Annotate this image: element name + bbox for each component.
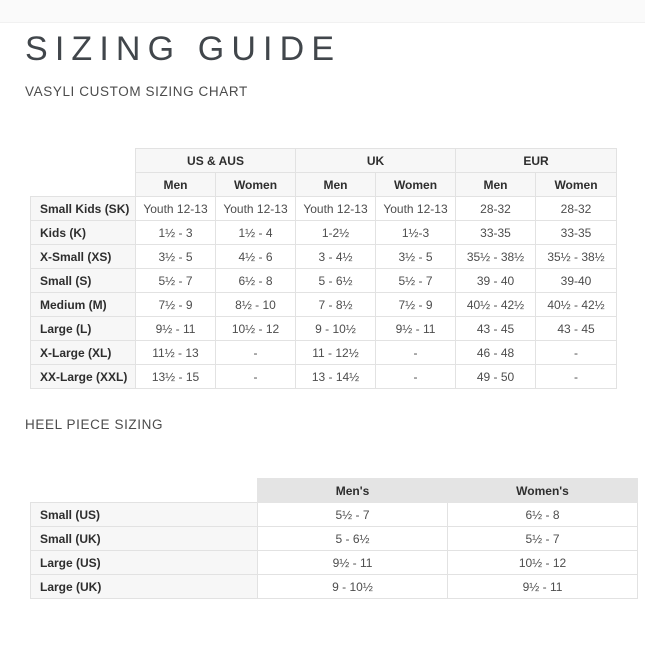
size-value-cell: 11 - 12½ bbox=[296, 341, 376, 365]
size-value-cell: 39-40 bbox=[536, 269, 617, 293]
heel-piece-sizing-heading: HEEL PIECE SIZING bbox=[25, 417, 164, 432]
table-row bbox=[31, 341, 617, 365]
size-value-cell: 3½ - 5 bbox=[376, 245, 456, 269]
blank-cell bbox=[31, 149, 136, 173]
column-header-cell: Women bbox=[216, 173, 296, 197]
table-row bbox=[31, 575, 638, 599]
row-label-cell: Kids (K) bbox=[31, 221, 136, 245]
size-value-cell: 3½ - 5 bbox=[136, 245, 216, 269]
vasyli-sizing-table bbox=[30, 148, 617, 389]
size-value-cell: 33-35 bbox=[456, 221, 536, 245]
heel-size-value-cell: 10½ - 12 bbox=[448, 551, 638, 575]
size-value-cell: 9½ - 11 bbox=[136, 317, 216, 341]
custom-sizing-chart-heading: VASYLI CUSTOM SIZING CHART bbox=[25, 84, 248, 99]
size-value-cell: 28-32 bbox=[536, 197, 617, 221]
size-value-cell: 9 - 10½ bbox=[296, 317, 376, 341]
row-label-cell: Small Kids (SK) bbox=[31, 197, 136, 221]
table-row bbox=[31, 527, 638, 551]
size-value-cell: 40½ - 42½ bbox=[456, 293, 536, 317]
size-value-cell: 49 - 50 bbox=[456, 365, 536, 389]
row-label-cell: XX-Large (XXL) bbox=[31, 365, 136, 389]
size-value-cell: 35½ - 38½ bbox=[456, 245, 536, 269]
size-value-cell: Youth 12-13 bbox=[216, 197, 296, 221]
size-value-cell: 11½ - 13 bbox=[136, 341, 216, 365]
column-header-cell: Men bbox=[136, 173, 216, 197]
heel-row-label-cell: Small (US) bbox=[31, 503, 258, 527]
row-label-cell: Large (L) bbox=[31, 317, 136, 341]
row-label-cell: X-Small (XS) bbox=[31, 245, 136, 269]
size-value-cell: - bbox=[376, 341, 456, 365]
top-spacer-bar bbox=[0, 0, 645, 23]
size-value-cell: 1½ - 4 bbox=[216, 221, 296, 245]
heel-size-value-cell: 9½ - 11 bbox=[258, 551, 448, 575]
group-header-uk: UK bbox=[296, 149, 456, 173]
group-header-eur: EUR bbox=[456, 149, 617, 173]
size-value-cell: - bbox=[536, 341, 617, 365]
size-value-cell: Youth 12-13 bbox=[376, 197, 456, 221]
table-row bbox=[31, 479, 638, 503]
heel-row-label-cell: Large (US) bbox=[31, 551, 258, 575]
column-header-cell: Men bbox=[296, 173, 376, 197]
size-value-cell: 5 - 6½ bbox=[296, 269, 376, 293]
size-value-cell: 13 - 14½ bbox=[296, 365, 376, 389]
size-value-cell: 5½ - 7 bbox=[376, 269, 456, 293]
heel-size-value-cell: 5½ - 7 bbox=[258, 503, 448, 527]
heel-column-header-womens: Women's bbox=[448, 479, 638, 503]
table-row bbox=[31, 293, 617, 317]
size-value-cell: Youth 12-13 bbox=[296, 197, 376, 221]
heel-size-value-cell: 6½ - 8 bbox=[448, 503, 638, 527]
size-value-cell: - bbox=[216, 365, 296, 389]
size-value-cell: 43 - 45 bbox=[536, 317, 617, 341]
table-row bbox=[31, 173, 617, 197]
heel-size-value-cell: 9 - 10½ bbox=[258, 575, 448, 599]
column-header-cell: Women bbox=[376, 173, 456, 197]
size-value-cell: 43 - 45 bbox=[456, 317, 536, 341]
size-value-cell: - bbox=[216, 341, 296, 365]
size-value-cell: 39 - 40 bbox=[456, 269, 536, 293]
column-header-cell: Women bbox=[536, 173, 617, 197]
size-value-cell: 40½ - 42½ bbox=[536, 293, 617, 317]
heel-row-label-cell: Small (UK) bbox=[31, 527, 258, 551]
size-value-cell: 7 - 8½ bbox=[296, 293, 376, 317]
heel-size-value-cell: 5½ - 7 bbox=[448, 527, 638, 551]
size-value-cell: 3 - 4½ bbox=[296, 245, 376, 269]
table-row bbox=[31, 149, 617, 173]
table-row bbox=[31, 269, 617, 293]
row-label-cell: X-Large (XL) bbox=[31, 341, 136, 365]
size-value-cell: 33-35 bbox=[536, 221, 617, 245]
size-value-cell: Youth 12-13 bbox=[136, 197, 216, 221]
table-row bbox=[31, 197, 617, 221]
size-value-cell: 4½ - 6 bbox=[216, 245, 296, 269]
size-value-cell: 46 - 48 bbox=[456, 341, 536, 365]
table-row bbox=[31, 221, 617, 245]
size-value-cell: 8½ - 10 bbox=[216, 293, 296, 317]
table-row bbox=[31, 365, 617, 389]
column-header-cell: Men bbox=[456, 173, 536, 197]
size-value-cell: 6½ - 8 bbox=[216, 269, 296, 293]
group-header-us-aus: US & AUS bbox=[136, 149, 296, 173]
size-value-cell: 13½ - 15 bbox=[136, 365, 216, 389]
blank-cell bbox=[31, 479, 258, 503]
table-row bbox=[31, 503, 638, 527]
table-row bbox=[31, 245, 617, 269]
heel-size-value-cell: 9½ - 11 bbox=[448, 575, 638, 599]
size-value-cell: 28-32 bbox=[456, 197, 536, 221]
page-title: SIZING GUIDE bbox=[25, 30, 342, 68]
size-value-cell: 9½ - 11 bbox=[376, 317, 456, 341]
size-value-cell: 1-2½ bbox=[296, 221, 376, 245]
size-value-cell: 7½ - 9 bbox=[136, 293, 216, 317]
heel-piece-sizing-table bbox=[30, 478, 638, 599]
size-value-cell: 10½ - 12 bbox=[216, 317, 296, 341]
size-value-cell: 7½ - 9 bbox=[376, 293, 456, 317]
heel-column-header-mens: Men's bbox=[258, 479, 448, 503]
heel-size-value-cell: 5 - 6½ bbox=[258, 527, 448, 551]
heel-row-label-cell: Large (UK) bbox=[31, 575, 258, 599]
table-row bbox=[31, 551, 638, 575]
blank-cell bbox=[31, 173, 136, 197]
row-label-cell: Small (S) bbox=[31, 269, 136, 293]
size-value-cell: 1½ - 3 bbox=[136, 221, 216, 245]
size-value-cell: - bbox=[536, 365, 617, 389]
size-value-cell: 5½ - 7 bbox=[136, 269, 216, 293]
size-value-cell: 1½-3 bbox=[376, 221, 456, 245]
row-label-cell: Medium (M) bbox=[31, 293, 136, 317]
table-row bbox=[31, 317, 617, 341]
size-value-cell: - bbox=[376, 365, 456, 389]
size-value-cell: 35½ - 38½ bbox=[536, 245, 617, 269]
